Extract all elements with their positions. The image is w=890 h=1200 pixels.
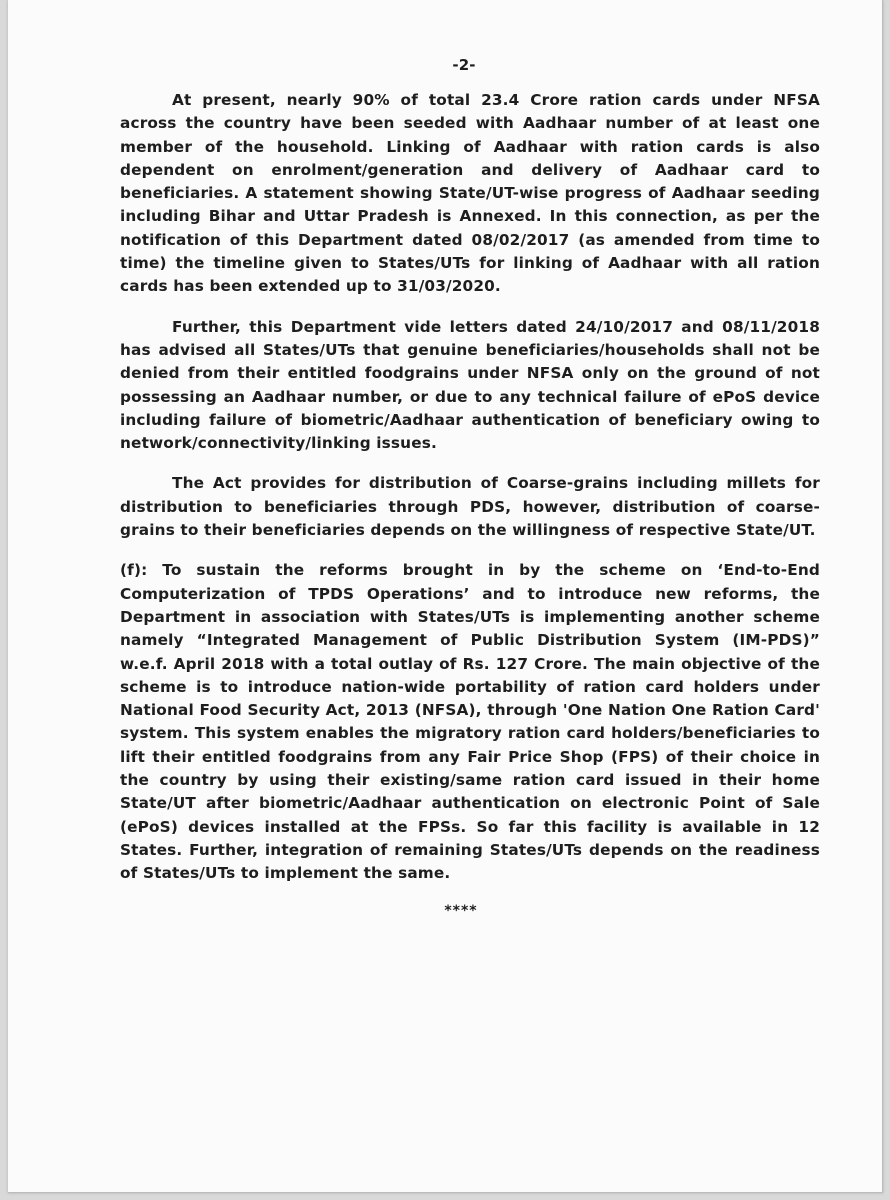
paragraph-department-letters: Further, this Department vide letters dated 24/10/2017 and 08/11/2018 has advised all States/UTs that genuine beneficiaries/households shall not be denied from their entitled foodgrains under NFSA only on the ground of not possessing an Aadhaar number, or due to any technical failure of ePoS device including failure of biometric/Aadhaar authentication of beneficiary owing to network/connectivity/linking issues. [120, 317, 820, 453]
document-page [8, 0, 883, 1193]
end-mark: **** [444, 902, 478, 919]
paragraph-aadhaar-seeding: At present, nearly 90% of total 23.4 Crore ration cards under NFSA across the country have been seeded with Aadhaar number of at least one member of the household. Linking of Aadhaar with ration cards is also dependent on enrolment/generation and delivery of Aadhaar card to beneficiaries. A statement showing State/UT-wise progress of Aadhaar seeding including Bihar and Uttar Pradesh is Annexed. In this connection, as per the notification of this Department dated 08/02/2017 (as amended from time to time) the timeline given to States/UTs for linking of Aadhaar with all ration cards has been extended up to 31/03/2020. [120, 91, 820, 296]
document-body [120, 55, 820, 919]
paragraph-im-pds: (f): To sustain the reforms brought in by the scheme on ‘End-to-End Computerization of TPDS Operations’ and to introduce new reforms, the Department in association with States/UTs is implementing another scheme namely “Integrated Management of Public Distribution System (IM-PDS)” w.e.f. April 2018 with a total outlay of Rs. 127 Crore. The main objective of the scheme is to introduce nation-wide portability of ration card holders under National Food Security Act, 2013 (NFSA), through 'One Nation One Ration Card' system. This system enables the migratory ration card holders/beneficiaries to lift their entitled foodgrains from any Fair Price Shop (FPS) of their choice in the country by using their existing/same ration card issued in their home State/UT after biometric/Aadhaar authentication on electronic Point of Sale (ePoS) devices installed at the FPSs. So far this facility is available in 12 States. Further, integration of remaining States/UTs depends on the readiness of States/UTs to implement the same. [120, 561, 820, 883]
page-number: -2- [452, 56, 476, 74]
paragraph-coarse-grains: The Act provides for distribution of Coarse-grains including millets for distribution to beneficiaries through PDS, however, distribution of coarse-grains to their beneficiaries depends on the willingness of respective State/UT. [120, 474, 820, 540]
